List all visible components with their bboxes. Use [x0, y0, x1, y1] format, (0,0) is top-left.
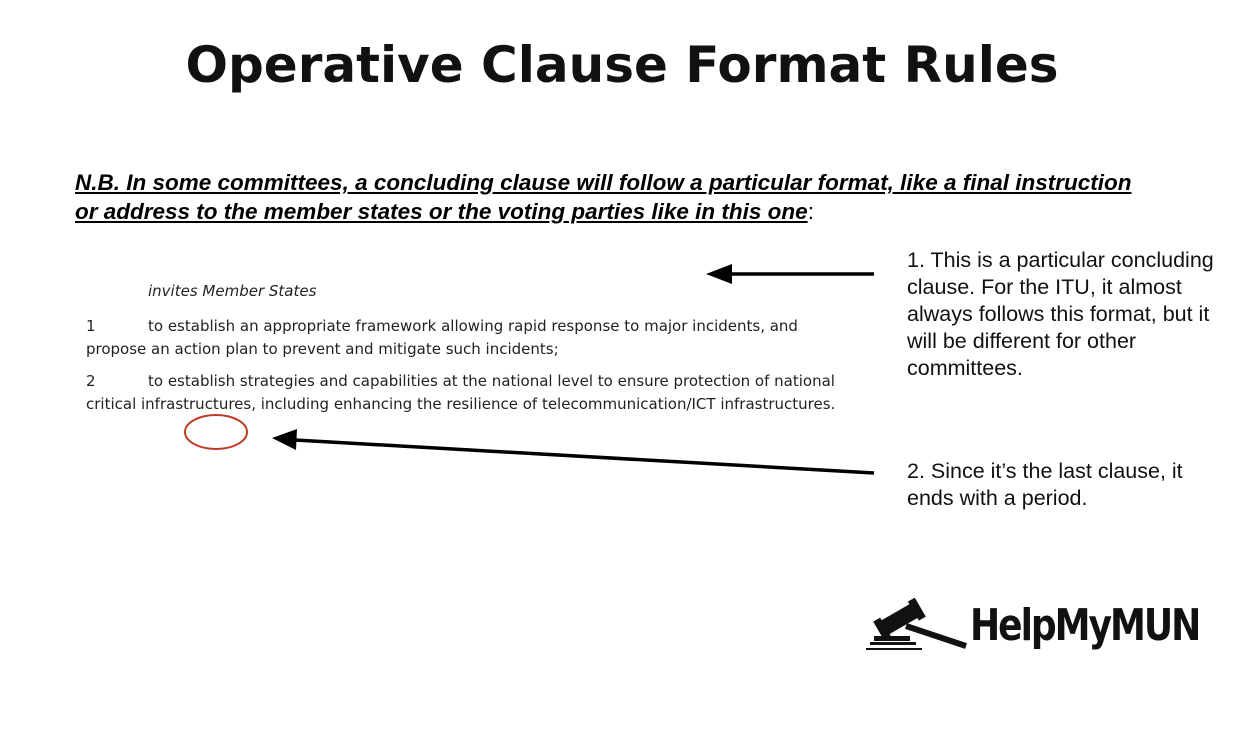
- annotation-note-1: 1. This is a particular concluding clause. For the ITU, it almost always follows this format, but it will be different for other committees.: [907, 248, 1214, 380]
- clause-number: 1: [86, 317, 96, 335]
- clause-text: to establish strategies and capabilities at the national level to ensure protection of national critical infrastructures, including enhancing the resilience of telecommunication/ICT infrastructures.: [86, 372, 836, 413]
- logo-text: HelpMyMUN: [970, 600, 1200, 651]
- nb-note-text: N.B. In some committees, a concluding clause will follow a particular format, like a final instruction or address to the member states or the voting parties like in this one: [75, 170, 1132, 224]
- arrow-to-period: [272, 429, 874, 473]
- clause-text: to establish an appropriate framework allowing rapid response to major incidents, and propose an action plan to prevent and mitigate such incidents;: [86, 317, 798, 358]
- arrow-to-intro: [706, 264, 874, 284]
- page-title: Operative Clause Format Rules: [185, 36, 1059, 94]
- preambulatory-phrase: invites Member States: [148, 282, 317, 300]
- nb-note-colon: :: [807, 199, 814, 224]
- clause-number: 2: [86, 372, 96, 390]
- period-highlight-circle: [185, 415, 247, 449]
- annotation-note-2: 2. Since it’s the last clause, it ends with a period.: [907, 459, 1183, 510]
- gavel-icon: [866, 598, 970, 658]
- logo: [866, 598, 1200, 658]
